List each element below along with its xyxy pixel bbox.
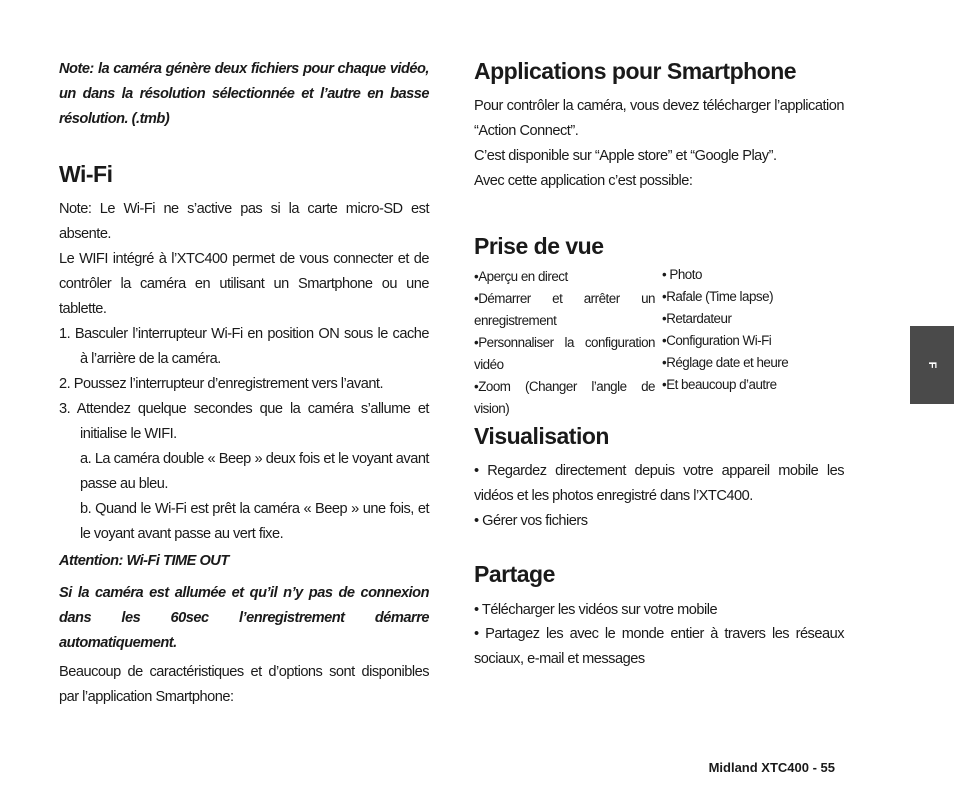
wifi-note: Note: Le Wi-Fi ne s’active pas si la carte micro-SD est absente. — [59, 201, 429, 242]
partage-heading: Partage — [474, 561, 555, 587]
page-footer: Midland XTC400 - 55 — [708, 760, 835, 775]
visualisation-heading: Visualisation — [474, 423, 609, 449]
list-item: •Personnaliser la configuration vidéo — [474, 335, 655, 372]
wifi-step-2: 2. Poussez l’interrupteur d’enregistrement vers l’avant. — [59, 376, 384, 392]
apps-paragraph-1: Pour contrôler la caméra, vous devez télécharger l’application “Action Connect”. — [474, 98, 844, 139]
list-item: •Zoom (Changer l’angle de vision) — [474, 379, 655, 416]
partage-item-2: • Partagez les avec le monde entier à travers les réseaux sociaux, e-mail et messages — [474, 626, 844, 667]
list-item: •Réglage date et heure — [662, 355, 789, 370]
wifi-substep-a: a. La caméra double « Beep » deux fois et le voyant avant passe au bleu. — [80, 451, 429, 492]
timeout-warning: Si la caméra est allumée et qu’il n’y pas de connexion dans les 60sec l’enregistrement démarre automatiquement. — [59, 585, 429, 651]
wifi-step-1: 1. Basculer l’interrupteur Wi-Fi en position ON sous le cache à l’arrière de la caméra. — [59, 326, 429, 367]
wifi-intro: Le WIFI intégré à l’XTC400 permet de vous connecter et de contrôler la caméra en utilisant un Smartphone ou une tablette. — [59, 251, 429, 317]
prise-de-vue-heading: Prise de vue — [474, 233, 604, 259]
apps-heading: Applications pour Smartphone — [474, 58, 797, 84]
language-tab — [910, 326, 954, 404]
app-intro: Beaucoup de caractéristiques et d’options sont disponibles par l’application Smartphone: — [59, 664, 429, 705]
apps-paragraph-3: Avec cette application c’est possible: — [474, 173, 693, 189]
visualisation-item-1: • Regardez directement depuis votre appareil mobile les vidéos et les photos enregistré dans l’XTC400. — [474, 463, 844, 504]
list-item: •Retardateur — [662, 311, 732, 326]
attention-label: Attention: Wi-Fi TIME OUT — [59, 553, 229, 569]
apps-paragraph-2: C’est disponible sur “Apple store” et “Google Play”. — [474, 148, 777, 164]
wifi-heading: Wi-Fi — [59, 161, 113, 187]
tmb-note: Note: la caméra génère deux fichiers pour chaque vidéo, un dans la résolution sélectionnée et l’autre en basse résolution. (.tmb) — [59, 61, 429, 127]
list-item: • Photo — [662, 267, 702, 282]
prise-list-col-2 — [662, 264, 844, 396]
language-tab-label: F — [926, 361, 938, 369]
list-item: •Et beaucoup d’autre — [662, 377, 777, 392]
partage-item-1: • Télécharger les vidéos sur votre mobile — [474, 602, 718, 618]
wifi-substep-b: b. Quand le Wi-Fi est prêt la caméra « Beep » une fois, et le voyant avant passe au vert fixe. — [80, 501, 429, 542]
wifi-step-3: 3. Attendez quelque secondes que la caméra s’allume et initialise le WIFI. — [59, 401, 429, 442]
visualisation-item-2: • Gérer vos fichiers — [474, 513, 588, 529]
list-item: •Démarrer et arrêter un enregistrement — [474, 291, 655, 328]
prise-list-col-1 — [474, 266, 655, 420]
list-item: •Aperçu en direct — [474, 269, 568, 284]
list-item: •Configuration Wi-Fi — [662, 333, 772, 348]
list-item: •Rafale (Time lapse) — [662, 289, 774, 304]
